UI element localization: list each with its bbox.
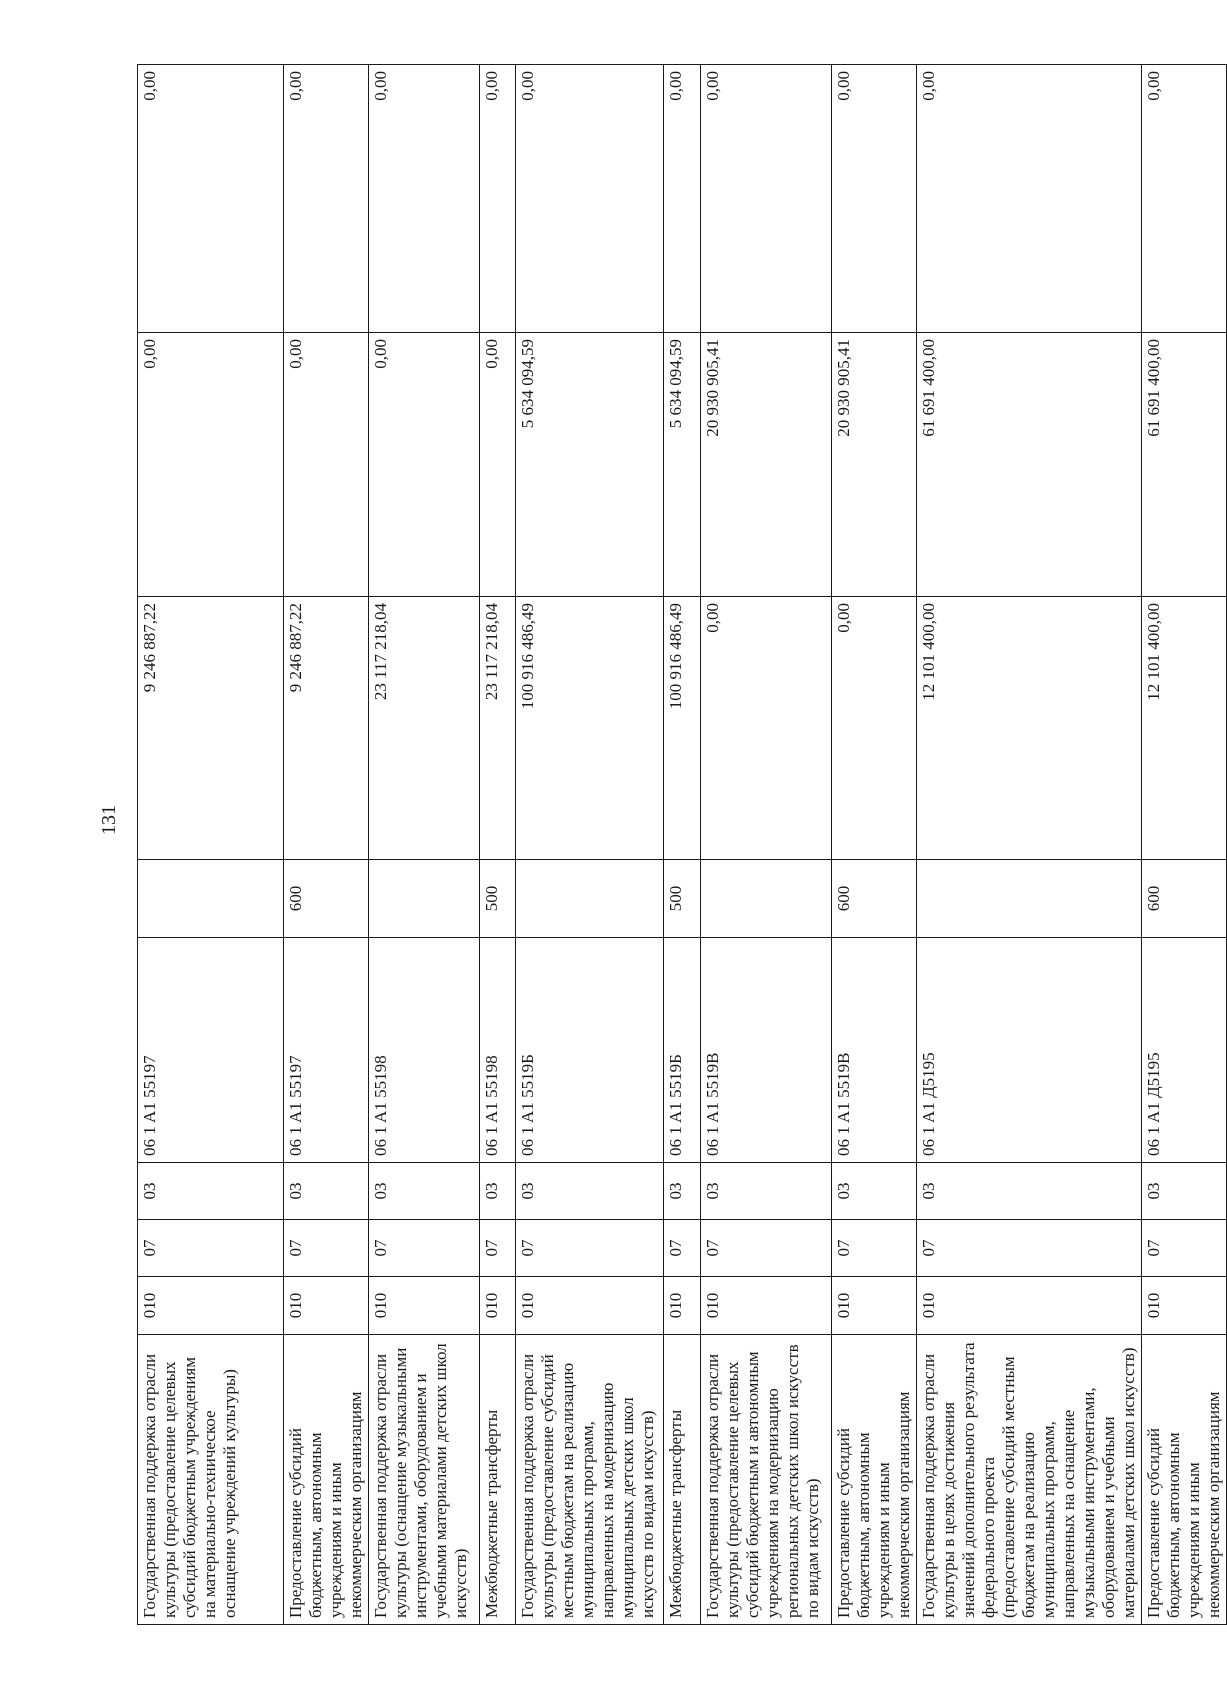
amount-year2-cell: 20 930 905,41	[832, 333, 917, 597]
grbs-code-cell: 010	[1142, 1277, 1227, 1335]
table-row	[284, 65, 369, 1625]
amount-year3-cell: 0,00	[701, 65, 832, 333]
grbs-code-cell: 010	[369, 1277, 480, 1335]
grbs-code-cell: 010	[701, 1277, 832, 1335]
row-name-cell: Предоставление субсидий бюджетным, автономным учреждениям и иным некоммерческим организациям	[832, 1335, 917, 1625]
amount-year1-cell: 9 246 887,22	[284, 597, 369, 860]
section-code-cell: 07	[516, 1220, 664, 1277]
section-code-cell: 07	[664, 1220, 701, 1277]
table-row	[917, 65, 1142, 1625]
subsection-code-cell: 03	[917, 1163, 1142, 1220]
amount-year1-cell: 12 101 400,00	[1142, 597, 1227, 860]
subsection-code-cell: 03	[138, 1163, 284, 1220]
expense-type-cell	[516, 860, 664, 938]
subsection-code-cell: 03	[369, 1163, 480, 1220]
subsection-code-cell: 03	[832, 1163, 917, 1220]
grbs-code-cell: 010	[664, 1277, 701, 1335]
section-code-cell: 07	[480, 1220, 516, 1277]
amount-year1-cell: 0,00	[832, 597, 917, 860]
subsection-code-cell: 03	[701, 1163, 832, 1220]
table-row	[516, 65, 664, 1625]
target-article-cell: 06 1 A1 5519В	[832, 938, 917, 1163]
amount-year2-cell: 20 930 905,41	[701, 333, 832, 597]
amount-year3-cell: 0,00	[284, 65, 369, 333]
target-article-cell: 06 1 A1 Д5195	[917, 938, 1142, 1163]
expense-type-cell	[369, 860, 480, 938]
amount-year3-cell: 0,00	[832, 65, 917, 333]
grbs-code-cell: 010	[284, 1277, 369, 1335]
amount-year2-cell: 5 634 094,59	[664, 333, 701, 597]
amount-year2-cell: 0,00	[369, 333, 480, 597]
budget-table	[137, 64, 1227, 1625]
amount-year3-cell: 0,00	[369, 65, 480, 333]
amount-year3-cell: 0,00	[480, 65, 516, 333]
expense-type-cell: 600	[832, 860, 917, 938]
amount-year2-cell: 0,00	[138, 333, 284, 597]
expense-type-cell	[917, 860, 1142, 938]
grbs-code-cell: 010	[138, 1277, 284, 1335]
amount-year3-cell: 0,00	[516, 65, 664, 333]
expense-type-cell: 600	[1142, 860, 1227, 938]
expense-type-cell	[701, 860, 832, 938]
amount-year2-cell: 0,00	[284, 333, 369, 597]
row-name-cell: Государственная поддержка отрасли культуры (предоставление субсидий местным бюджетам на реализацию муниципальных программ, направленных на модернизацию муниципальных детских школ искусств по видам искусств)	[516, 1335, 664, 1625]
section-code-cell: 07	[284, 1220, 369, 1277]
row-name-cell: Предоставление субсидий бюджетным, автономным учреждениям и иным некоммерческим организациям	[1142, 1335, 1227, 1625]
table-row	[664, 65, 701, 1625]
section-code-cell: 07	[701, 1220, 832, 1277]
section-code-cell: 07	[832, 1220, 917, 1277]
subsection-code-cell: 03	[284, 1163, 369, 1220]
amount-year1-cell: 12 101 400,00	[917, 597, 1142, 860]
table-row	[701, 65, 832, 1625]
table-row	[369, 65, 480, 1625]
row-name-cell: Межбюджетные трансферты	[664, 1335, 701, 1625]
section-code-cell: 07	[369, 1220, 480, 1277]
grbs-code-cell: 010	[516, 1277, 664, 1335]
amount-year1-cell: 9 246 887,22	[138, 597, 284, 860]
amount-year1-cell: 0,00	[701, 597, 832, 860]
table-row	[480, 65, 516, 1625]
row-name-cell: Предоставление субсидий бюджетным, автономным учреждениям и иным некоммерческим организациям	[284, 1335, 369, 1625]
row-name-cell: Межбюджетные трансферты	[480, 1335, 516, 1625]
target-article-cell: 06 1 A1 5519Б	[516, 938, 664, 1163]
target-article-cell: 06 1 A1 Д5195	[1142, 938, 1227, 1163]
amount-year3-cell: 0,00	[664, 65, 701, 333]
amount-year1-cell: 100 916 486,49	[516, 597, 664, 860]
section-code-cell: 07	[917, 1220, 1142, 1277]
row-name-cell: Государственная поддержка отрасли культуры (предоставление целевых субсидий бюджетным учреждениям на материально-техническое оснащение учреждений культуры)	[138, 1335, 284, 1625]
amount-year1-cell: 23 117 218,04	[369, 597, 480, 860]
subsection-code-cell: 03	[1142, 1163, 1227, 1220]
expense-type-cell: 500	[480, 860, 516, 938]
expense-type-cell: 600	[284, 860, 369, 938]
target-article-cell: 06 1 A1 5519В	[701, 938, 832, 1163]
amount-year2-cell: 5 634 094,59	[516, 333, 664, 597]
amount-year2-cell: 61 691 400,00	[917, 333, 1142, 597]
rotated-table-container	[137, 65, 1223, 1625]
amount-year3-cell: 0,00	[138, 65, 284, 333]
target-article-cell: 06 1 A1 55197	[284, 938, 369, 1163]
grbs-code-cell: 010	[480, 1277, 516, 1335]
amount-year1-cell: 23 117 218,04	[480, 597, 516, 860]
subsection-code-cell: 03	[516, 1163, 664, 1220]
section-code-cell: 07	[1142, 1220, 1227, 1277]
table-row	[1142, 65, 1227, 1625]
section-code-cell: 07	[138, 1220, 284, 1277]
amount-year3-cell: 0,00	[1142, 65, 1227, 333]
row-name-cell: Государственная поддержка отрасли культуры в целях достижения значений дополнительного результата федерального проекта (предоставление субсидий местным бюджетам на реализацию муниципальных программ, направленных на оснащение музыкальными инструментами, оборудованием и учебными материалами детских школ искусств)	[917, 1335, 1142, 1625]
amount-year2-cell: 0,00	[480, 333, 516, 597]
amount-year2-cell: 61 691 400,00	[1142, 333, 1227, 597]
target-article-cell: 06 1 A1 55198	[480, 938, 516, 1163]
target-article-cell: 06 1 A1 5519Б	[664, 938, 701, 1163]
subsection-code-cell: 03	[664, 1163, 701, 1220]
expense-type-cell: 500	[664, 860, 701, 938]
amount-year3-cell: 0,00	[917, 65, 1142, 333]
row-name-cell: Государственная поддержка отрасли культуры (оснащение музыкальными инструментами, оборудованием и учебными материалами детских школ искусств)	[369, 1335, 480, 1625]
expense-type-cell	[138, 860, 284, 938]
table-body	[138, 65, 1227, 1625]
amount-year1-cell: 100 916 486,49	[664, 597, 701, 860]
target-article-cell: 06 1 A1 55197	[138, 938, 284, 1163]
table-row	[832, 65, 917, 1625]
grbs-code-cell: 010	[917, 1277, 1142, 1335]
target-article-cell: 06 1 A1 55198	[369, 938, 480, 1163]
grbs-code-cell: 010	[832, 1277, 917, 1335]
row-name-cell: Государственная поддержка отрасли культуры (предоставление целевых субсидий бюджетным и автономным учреждениям на модернизацию региональных детских школ искусств по видам искусств)	[701, 1335, 832, 1625]
page-number: 131	[98, 805, 120, 835]
table-row	[138, 65, 284, 1625]
subsection-code-cell: 03	[480, 1163, 516, 1220]
